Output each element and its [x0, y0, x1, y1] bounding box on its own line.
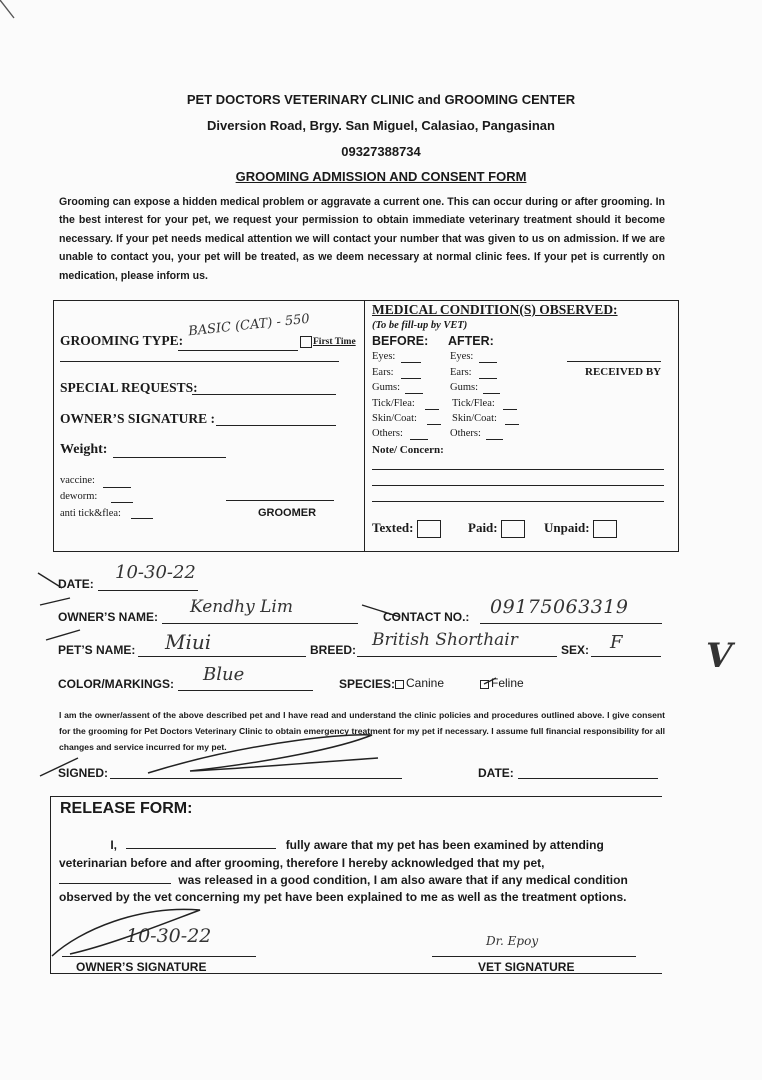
- date-tick-mark: [38, 573, 62, 588]
- pet-name-value: Miui: [165, 630, 212, 654]
- owner-sig-date: 10-30-22: [126, 925, 212, 947]
- gums-after: Gums:: [450, 382, 479, 393]
- owner-name-label: OWNER’S NAME:: [58, 610, 158, 624]
- release-line-4: observed by the vet concerning my pet have been explained to me as well as the treatment options.: [59, 890, 627, 904]
- clinic-name: PET DOCTORS VETERINARY CLINIC and GROOMING CENTER: [186, 92, 576, 107]
- received-by-label: RECEIVED BY: [585, 366, 662, 378]
- release-line-2: veterinarian before and after grooming, therefore I hereby acknowledged that my pet,: [59, 856, 545, 870]
- owner-sig-label: OWNER’S SIGNATURE: [76, 960, 207, 974]
- clinic-phone: 09327388734: [341, 144, 421, 159]
- contact-tick-mark: [362, 605, 400, 617]
- unpaid-label: Unpaid:: [544, 520, 617, 538]
- clinic-address: Diversion Road, Brgy. San Miguel, Calasiao, Pangasinan: [207, 118, 555, 133]
- feline-label: Feline: [491, 676, 524, 690]
- owner-signature-stroke: [148, 735, 378, 773]
- owner-name-value: Kendhy Lim: [190, 597, 293, 617]
- vet-sig-value: Dr. Epoy: [486, 934, 539, 948]
- color-label: COLOR/MARKINGS:: [58, 677, 174, 691]
- others-before: Others:: [372, 428, 403, 439]
- sex-label: SEX:: [561, 643, 590, 657]
- before-label: BEFORE:: [372, 334, 429, 348]
- corner-fold-mark: [0, 0, 14, 18]
- skincoat-before: Skin/Coat:: [372, 413, 417, 424]
- weight-label: Weight:: [60, 442, 108, 457]
- date2-label: DATE:: [478, 766, 514, 780]
- release-line-1: I, fully aware that my pet has been examined by attending: [110, 838, 604, 852]
- texted-label: Texted:: [372, 520, 441, 538]
- consent-text: I am the owner/assent of the above described pet and I have read and understand the clinic policies and procedures outlined above. I give consent for the grooming for Pet Doctors Veterinary Clinic to obtain emergency treatment for my pet if necessary. I assume full financial responsibility for all changes and service incurred for my pet.: [59, 710, 665, 752]
- contact-value: 09175063319: [490, 596, 629, 618]
- others-after: Others:: [450, 428, 481, 439]
- eyes-after: Eyes:: [450, 351, 474, 362]
- release-line-3: was released in a good condition, I am also aware that if any medical condition: [59, 872, 657, 890]
- canine-label: Canine: [406, 676, 445, 690]
- species-label: SPECIES:: [339, 677, 396, 691]
- feline-check-stroke: [484, 678, 496, 684]
- anti-tick-label: anti tick&flea:: [60, 508, 121, 519]
- medical-title: MEDICAL CONDITION(S) OBSERVED:: [372, 302, 618, 317]
- grooming-type-label: GROOMING TYPE:: [60, 333, 184, 348]
- release-title: RELEASE FORM:: [60, 800, 193, 817]
- pet-tick-mark: [46, 630, 80, 640]
- intro-paragraph: Grooming can expose a hidden medical problem or aggravate a current one. This can occur during or after grooming. In the best interest for your pet, we request your permission to obtain immediate veterinary treatment should it become necessary. If your pet needs medical attention we will contact your number that was given to us on admission. If we are unable to contact you, your pet will be treated, as we deem necessary at normal clinic fees. If your pet is currently on medication, please inform us.: [59, 196, 665, 282]
- medical-subtitle: (To be fill-up by VET): [372, 320, 468, 331]
- color-value: Blue: [203, 664, 245, 685]
- sex-value: F: [610, 632, 623, 653]
- special-requests-label: SPECIAL REQUESTS:: [60, 380, 198, 395]
- note-label: Note/ Concern:: [372, 444, 444, 456]
- gums-before: Gums:: [372, 382, 401, 393]
- paid-label: Paid:: [468, 520, 525, 538]
- after-label: AFTER:: [448, 334, 494, 348]
- contact-label: CONTACT NO.:: [383, 610, 470, 624]
- breed-label: BREED:: [310, 643, 357, 657]
- eyes-before: Eyes:: [372, 351, 396, 362]
- form-title: GROOMING ADMISSION AND CONSENT FORM: [235, 169, 527, 184]
- first-time-label: First Time: [313, 337, 356, 347]
- tickflea-before: Tick/Flea:: [372, 398, 415, 409]
- grooming-type-value: BASIC (CAT) - 550: [187, 311, 311, 340]
- date-value: 10-30-22: [115, 562, 196, 583]
- ears-after: Ears:: [450, 367, 472, 378]
- tickflea-after: Tick/Flea:: [452, 398, 495, 409]
- owner-release-signature: [52, 909, 200, 956]
- skincoat-after: Skin/Coat:: [452, 413, 497, 424]
- pet-name-label: PET’S NAME:: [58, 643, 136, 657]
- owner-tick-mark: [40, 598, 70, 605]
- breed-value: British Shorthair: [372, 630, 518, 650]
- date-label: DATE:: [58, 577, 94, 591]
- owner-signature-label: OWNER’S SIGNATURE :: [60, 411, 216, 426]
- signed-tick-mark: [40, 758, 78, 776]
- deworm-label: deworm:: [60, 491, 98, 502]
- margin-check-mark: V: [706, 636, 733, 676]
- groomer-label: GROOMER: [258, 507, 317, 519]
- signed-label: SIGNED:: [58, 766, 109, 780]
- ears-before: Ears:: [372, 367, 394, 378]
- vet-sig-label: VET SIGNATURE: [478, 960, 575, 974]
- vaccine-label: vaccine:: [60, 475, 95, 486]
